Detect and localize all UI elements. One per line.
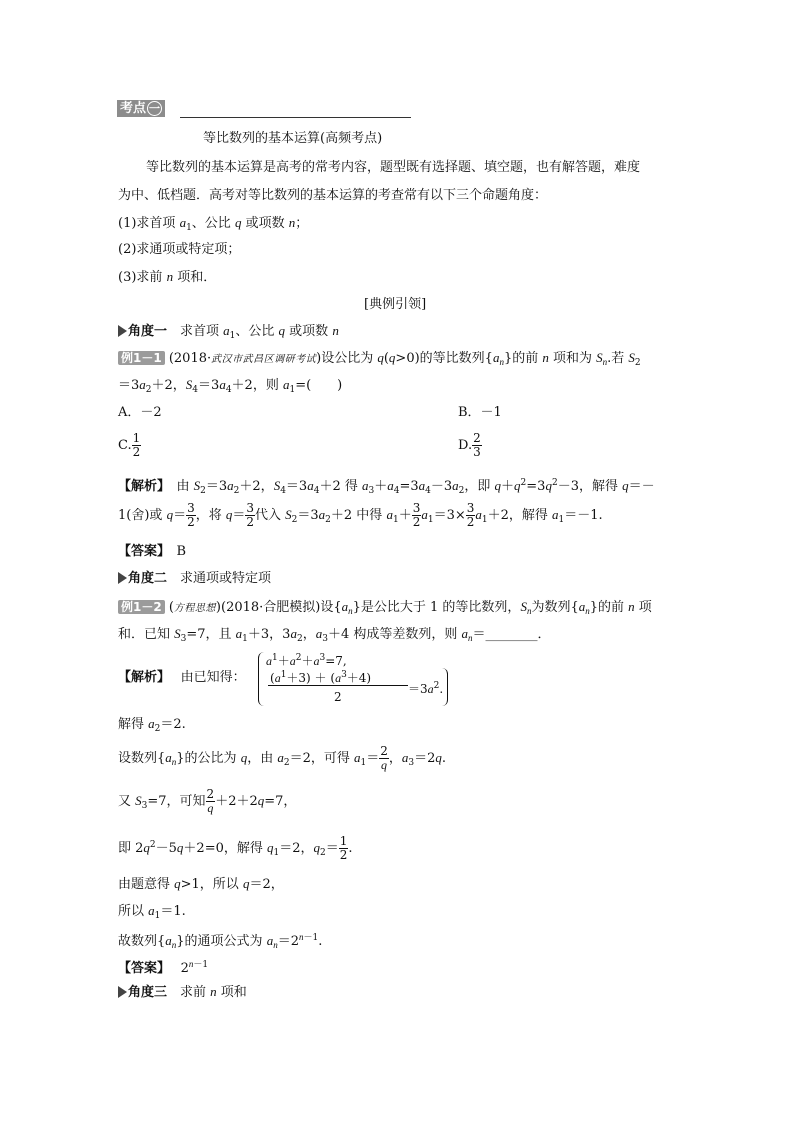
angle-1-heading: 角度一 求首项 $a_1$、公比 q 或项数 n	[118, 323, 339, 344]
system-fraction-bar	[268, 685, 408, 686]
option-d: D. $\frac{2}{3}$	[458, 431, 481, 459]
example-2-tag: 例1－2	[118, 600, 165, 614]
section-heading: [典例引领]	[364, 297, 427, 312]
example-1-line-1: 例1－1 (2018·武汉市武昌区调研考试)设公比为 q(q>0)的等比数列$\{a_n\}$的前 n 项和为 $S_n$.若 $S_2$	[118, 350, 641, 371]
step-7: 故数列$\{a_n\}$的通项公式为 $a_n=2^{n-1}$.	[118, 932, 323, 950]
intro-item-1: (1)求首项 $a_1$、公比 q 或项数 n；	[118, 215, 309, 233]
system-denominator: 2	[334, 690, 342, 704]
step-6: 所以 $a_1=1$.	[118, 903, 186, 921]
angle-3-heading: 角度三 求前 n 项和	[118, 984, 247, 1001]
example-1-tag: 例1－1	[118, 351, 165, 365]
example-1-line-2: $=3a_2+2$，$S_4=3a_4+2$，则 $a_1=$( )	[118, 377, 343, 395]
angle-1-label: 角度一	[128, 324, 168, 339]
intro-item-3: (3)求前 n 项和．	[118, 269, 217, 285]
system-rhs: $=3a^2$.	[408, 681, 444, 696]
badge-label: 考点	[120, 101, 147, 116]
example-2-line-1: 例1－2 (方程思想)(2018·合肥模拟)设$\{a_n\}$是公比大于 1 的等比数列，$S_n$为数列$\{a_n\}$的前 n 项	[118, 599, 652, 619]
header-rule	[180, 117, 411, 118]
equation-system	[258, 650, 448, 708]
triangle-icon	[118, 325, 127, 337]
badge-number: 一	[149, 102, 161, 115]
example-2-analysis: 【解析】 由已知得：	[118, 670, 246, 685]
example-1-analysis-line-1: 【解析】 由 $S_2=3a_2+2$，$S_4=3a_4+2$ 得 $a_3+a_4=3a_4-3a_2$，即 $q+q^2=3q^2-3$，解得 q＝－	[118, 478, 655, 496]
option-c: C. $\frac{1}{2}$	[118, 431, 141, 459]
step-5: 由题意得 q>1，所以 q＝2，	[118, 876, 284, 892]
option-b: B．－1	[458, 405, 502, 420]
step-4: 即 $2q^2-5q+2=0$，解得 $q_1=2$，$q_2=$ $\frac{1}{2}$ .	[118, 834, 353, 862]
example-1-answer: 【答案】 B	[118, 544, 187, 559]
step-3: 又 $S_3=7$，可知 $\frac{2}{q}$ ＋2＋2q=7，	[118, 787, 297, 815]
step-1: 解得 $a_2=2$.	[118, 716, 186, 734]
example-2-line-2: 和．已知 $S_3=7$，且 $a_1+3$，$3a_2$，$a_3+4$ 构成等差数列，则 $a_n=\_\_\_\_\_\_\_\_$．	[118, 626, 551, 644]
triangle-icon	[118, 572, 127, 584]
system-left-brace	[258, 652, 265, 706]
intro-line-1: 等比数列的基本运算是高考的常考内容，题型既有选择题、填空题，也有解答题，难度	[146, 160, 641, 175]
example-2-answer: 【答案】 $2^{n-1}$	[118, 959, 209, 976]
system-numerator: $(a^1+3) + (a^3+4)$	[270, 670, 372, 685]
option-a: A．－2	[118, 405, 162, 420]
topic-badge	[117, 100, 165, 117]
system-line-1: $a^1+a^2+a^3=7$,	[266, 653, 347, 668]
angle-2-heading: 角度二 求通项或特定项	[118, 571, 271, 587]
example-1-analysis-line-2: 1(舍)或 q＝ $\frac{3}{2}$ ，将 q＝ $\frac{3}{2}$ 代入 $S_2=3a_2+2$ 中得 $a_1+$ $\frac{3}{2}$ $a_1=3\times$ $\frac{3}{2}$ $a_1+2$，解得 $a_1=-1$.	[118, 501, 603, 529]
intro-item-2: (2)求通项或特定项；	[118, 242, 241, 257]
intro-line-2: 为中、低档题．高考对等比数列的基本运算的考查常有以下三个命题角度：	[118, 188, 548, 203]
section-title: 等比数列的基本运算(高频考点)	[203, 131, 383, 146]
triangle-icon	[118, 986, 127, 998]
step-2: 设数列$\{a_n\}$的公比为 q，由 $a_2=2$，可得 $a_1=$ $\frac{2}{q}$ ，$a_3=2q$.	[118, 744, 447, 772]
